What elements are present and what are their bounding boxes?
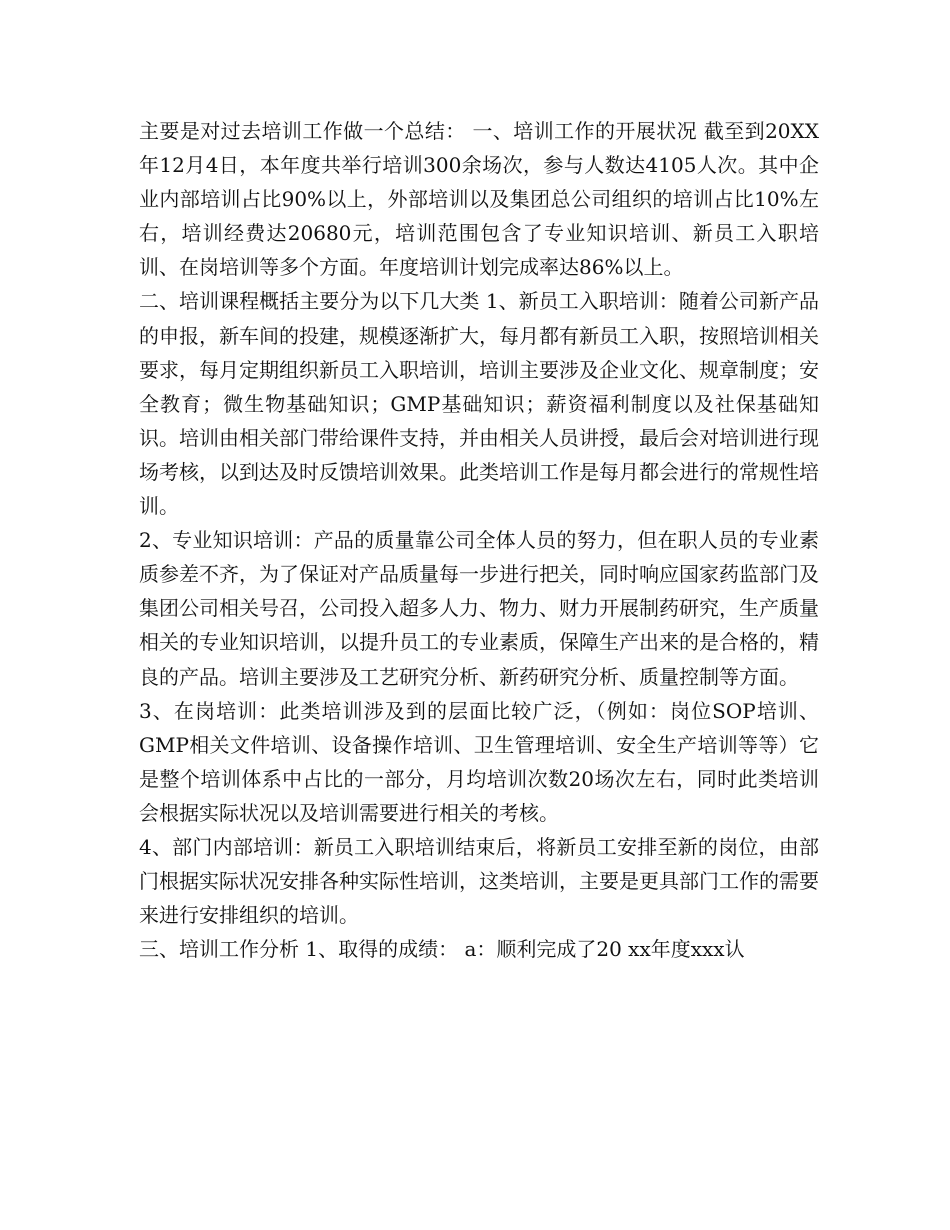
document-body — [139, 114, 819, 966]
paragraph-on-the-job-training: 3、在岗培训：此类培训涉及到的层面比较广泛，（例如：岗位SOP培训、GMP相关文件培训、设备操作培训、卫生管理培训、安全生产培训等等）它是整个培训体系中占比的一部分，月均培训次数20场次左右，同时此类培训会根据实际状况以及培训需要进行相关的考核。 — [139, 698, 819, 825]
paragraph-summary: 主要是对过去培训工作做一个总结： 一、培训工作的开展状况 截至到20XX年12月4日，本年度共举行培训300余场次，参与人数达4105人次。其中企业内部培训占比90%以上，外部培训以及集团总公司组织的培训占比10%左右，培训经费达20680元，培训范围包含了专业知识培训、新员工入职培训、在岗培训等多个方面。年度培训计划完成率达86%以上。 — [139, 119, 819, 280]
paragraph-analysis: 三、培训工作分析 1、取得的成绩： a：顺利完成了20 xx年度xxx认 — [139, 937, 745, 962]
paragraph-course-overview: 二、培训课程概括主要分为以下几大类 1、新员工入职培训：随着公司新产品的申报，新车间的投建，规模逐渐扩大，每月都有新员工入职，按照培训相关要求，每月定期组织新员工入职培训，培训主要涉及企业文化、规章制度；安全教育；微生物基础知识；GMP基础知识；薪资福利制度以及社保基础知识。培训由相关部门带给课件支持，并由相关人员讲授，最后会对培训进行现场考核，以到达及时反馈培训效果。此类培训工作是每月都会进行的常规性培训。 — [139, 289, 819, 519]
paragraph-department-training: 4、部门内部培训：新员工入职培训结束后，将新员工安排至新的岗位，由部门根据实际状况安排各种实际性培训，这类培训，主要是更具部门工作的需要来进行安排组织的培训。 — [139, 834, 819, 928]
paragraph-professional-training: 2、专业知识培训：产品的质量靠公司全体人员的努力，但在职人员的专业素质参差不齐，为了保证对产品质量每一步进行把关，同时响应国家药监部门及集团公司相关号召，公司投入超多人力、物力、财力开展制药研究，生产质量相关的专业知识培训，以提升员工的专业素质，保障生产出来的是合格的，精良的产品。培训主要涉及工艺研究分析、新药研究分析、质量控制等方面。 — [139, 528, 819, 689]
